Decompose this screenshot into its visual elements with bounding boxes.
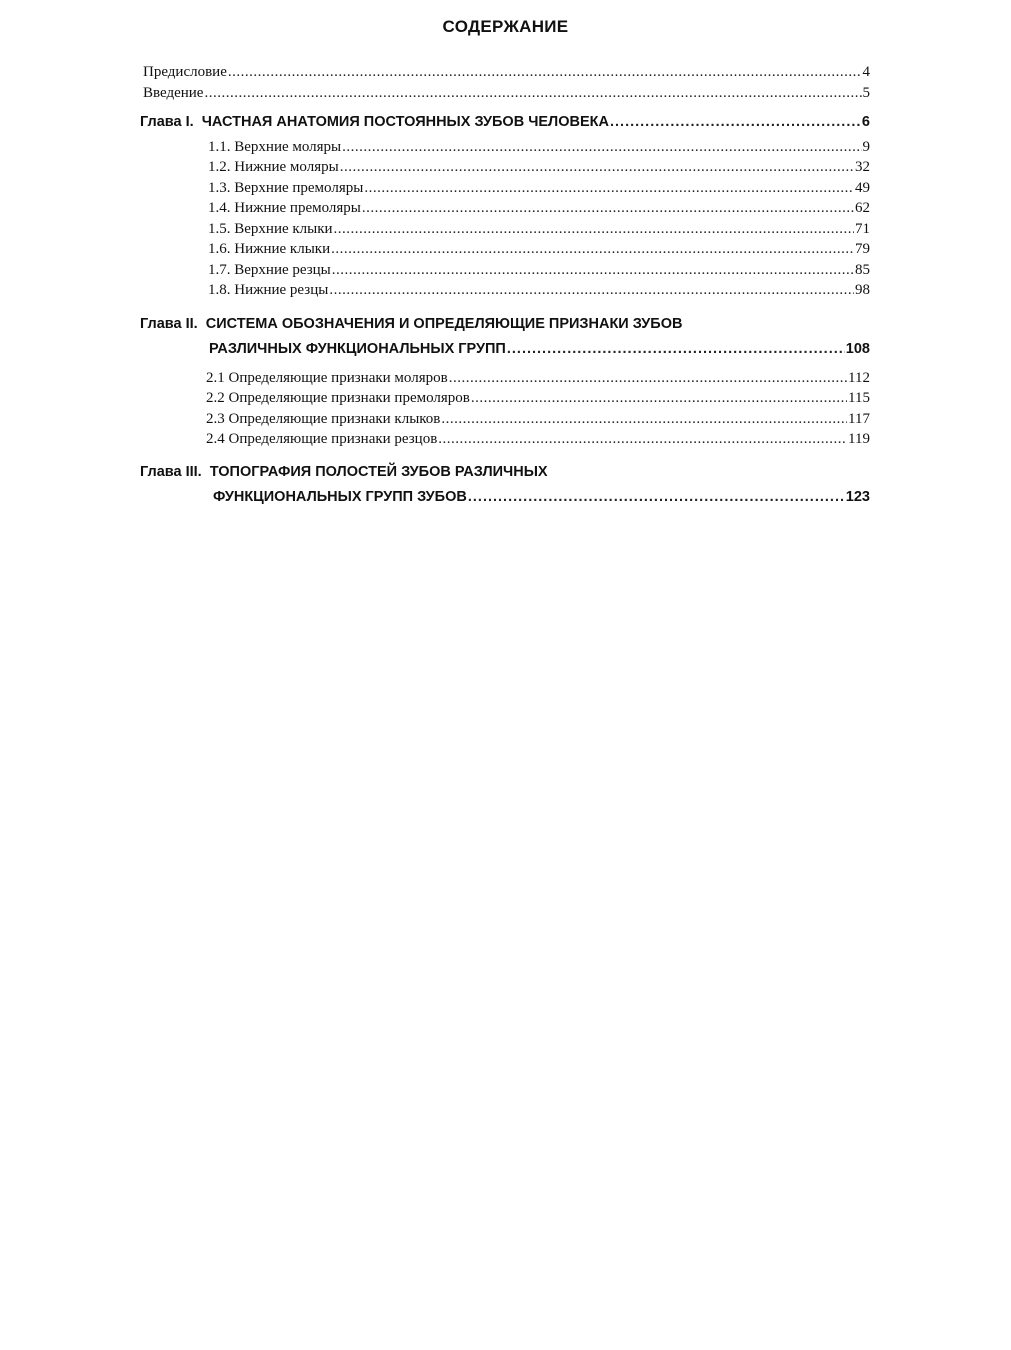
toc-entry-label: 1.5. Верхние клыки: [208, 221, 333, 237]
leader-dots: [334, 219, 854, 239]
toc-entry-label: 2.4 Определяющие признаки резцов: [206, 431, 438, 447]
chapter-prefix: Глава I.: [140, 114, 194, 130]
leader-dots: [610, 112, 861, 132]
leader-dots: [362, 198, 854, 218]
leader-dots: [364, 178, 854, 198]
toc-entry-label: 2.1 Определяющие признаки моляров: [206, 370, 448, 386]
toc-entry-label: Предисловие: [143, 64, 227, 80]
toc-page-number: 6: [861, 114, 870, 130]
toc-section-1-8[interactable]: [208, 280, 870, 300]
chapter-title-line2: ФУНКЦИОНАЛЬНЫХ ГРУПП ЗУБОВ: [213, 489, 467, 505]
toc-page-number: 108: [845, 341, 870, 357]
toc-page-number: 5: [862, 85, 870, 101]
toc-section-2-1[interactable]: [206, 368, 870, 388]
toc-page-number: 9: [862, 139, 870, 155]
leader-dots: [204, 83, 861, 103]
chapter-heading: [140, 112, 609, 132]
toc-entry-preface[interactable]: [143, 62, 870, 82]
toc-entry-label: 1.2. Нижние моляры: [208, 159, 339, 175]
chapter-title-line1: ТОПОГРАФИЯ ПОЛОСТЕЙ ЗУБОВ РАЗЛИЧНЫХ: [209, 464, 548, 480]
leader-dots: [329, 280, 854, 300]
toc-entry-label: 2.2 Определяющие признаки премоляров: [206, 390, 470, 406]
toc-section-2-3[interactable]: [206, 409, 870, 429]
toc-page-number: 71: [855, 221, 870, 237]
leader-dots: [438, 429, 847, 449]
toc-chapter-3[interactable]: [213, 487, 870, 507]
toc-page-number: 32: [855, 159, 870, 175]
toc-section-2-4[interactable]: [206, 429, 870, 449]
toc-section-1-3[interactable]: [208, 178, 870, 198]
toc-section-1-2[interactable]: [208, 157, 870, 177]
toc-entry-label: 1.1. Верхние моляры: [208, 139, 342, 155]
toc-section-2-2[interactable]: [206, 388, 870, 408]
toc-page-number: 62: [855, 200, 870, 216]
chapter-prefix: Глава III.: [140, 464, 202, 480]
leader-dots: [340, 157, 854, 177]
toc-page-number: 117: [848, 411, 870, 427]
leader-dots: [507, 339, 845, 359]
toc-page-number: 123: [845, 489, 870, 505]
toc-section-1-7[interactable]: [208, 260, 870, 280]
leader-dots: [468, 487, 845, 507]
toc-entry-label: 2.3 Определяющие признаки клыков: [206, 411, 441, 427]
toc-entry-label: 1.4. Нижние премоляры: [208, 200, 361, 216]
toc-page-number: 49: [855, 180, 870, 196]
toc-page-number: 112: [848, 370, 870, 386]
toc-entry-label: Введение: [143, 85, 204, 101]
toc-section-1-1[interactable]: [208, 137, 870, 157]
toc-entry-introduction[interactable]: [143, 83, 870, 103]
leader-dots: [332, 260, 854, 280]
leader-dots: [228, 62, 862, 82]
toc-page-number: 119: [848, 431, 870, 447]
toc-page-number: 98: [855, 282, 870, 298]
toc-entry-label: 1.6. Нижние клыки: [208, 241, 331, 257]
chapter-prefix: Глава II.: [140, 316, 198, 332]
chapter-title-line2: РАЗЛИЧНЫХ ФУНКЦИОНАЛЬНЫХ ГРУПП: [209, 341, 506, 357]
leader-dots: [449, 368, 847, 388]
leader-dots: [331, 239, 854, 259]
toc-entry-label: 1.8. Нижние резцы: [208, 282, 329, 298]
toc-entry-label: 1.7. Верхние резцы: [208, 262, 331, 278]
toc-section-1-6[interactable]: [208, 239, 870, 259]
leader-dots: [441, 409, 847, 429]
toc-entry-label: 1.3. Верхние премоляры: [208, 180, 364, 196]
toc-section-1-5[interactable]: [208, 219, 870, 239]
toc-section-1-4[interactable]: [208, 198, 870, 218]
toc-chapter-2-heading[interactable]: [140, 314, 682, 334]
toc-page-number: 115: [848, 390, 870, 406]
toc-chapter-1[interactable]: [140, 112, 870, 132]
leader-dots: [342, 137, 861, 157]
toc-chapter-2[interactable]: [209, 339, 870, 359]
toc-page-number: 4: [862, 64, 870, 80]
toc-page-number: 79: [855, 241, 870, 257]
toc-chapter-3-heading[interactable]: [140, 462, 548, 482]
toc-page-number: 85: [855, 262, 870, 278]
chapter-title-line1: СИСТЕМА ОБОЗНАЧЕНИЯ И ОПРЕДЕЛЯЮЩИЕ ПРИЗНАКИ ЗУБОВ: [205, 316, 683, 332]
leader-dots: [471, 388, 847, 408]
toc-title: СОДЕРЖАНИЕ: [442, 17, 569, 36]
chapter-title: ЧАСТНАЯ АНАТОМИЯ ПОСТОЯННЫХ ЗУБОВ ЧЕЛОВЕКА: [201, 114, 609, 130]
